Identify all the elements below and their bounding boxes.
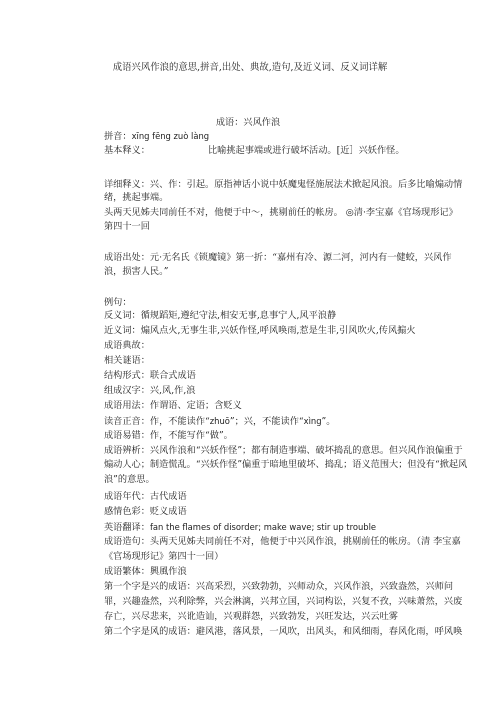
detail-line: 详细释义：兴、作：引起。原指神话小说中妖魔鬼怪施展法术掀起风浪。后多比喻煽动情	[104, 179, 463, 190]
antonym-line: 反义词：循规蹈矩,遵纪守法,相安无事,息事宁人,风平浪静	[104, 310, 337, 321]
detail-line: 绪，挑起事端。	[104, 192, 169, 203]
first-xing-line: 第一个字是兴的成语：兴高采烈，兴致勃勃，兴师动众，兴风作浪，兴致盎然，兴师问	[104, 581, 454, 592]
example-label: 例句：	[104, 297, 132, 308]
chars-line: 组成汉字：兴,风,作,浪	[104, 385, 196, 396]
structure-line: 结构形式：联合式成语	[104, 370, 196, 381]
source-line: 浪，损害人民。”	[104, 266, 169, 277]
english-line	[104, 521, 376, 534]
english-label: 英语翻译：	[104, 522, 150, 533]
analysis-line: 浪”的意思。	[104, 474, 155, 485]
first-xing-line: 罪，兴趣盎然，兴利除弊，兴会淋漓，兴邦立国，兴词构讼，兴复不孜，兴味萧然，兴废	[104, 596, 463, 607]
detail-line: 第四十一回	[104, 221, 150, 232]
source-line: 成语出处：元·无名氏《锁魔镜》第一折：“嘉州有冷、源二河，河内有一健蛟，兴风作	[104, 252, 452, 263]
basic-label: 基本释义：	[104, 145, 150, 156]
pinyin-label: 拼音：	[104, 131, 132, 142]
pinyin-line	[104, 130, 209, 143]
detail-line: 头两天见姊夫同前任不对，他便于中～，挑剔前任的帐房。 ◎清·李宝嘉《官场现形记》	[104, 207, 458, 218]
document-title: 成语兴风作浪的意思,拼音,出处、典故,造句,及近义词、反义词详解	[112, 62, 388, 73]
analysis-line: 煽动人心；制造慌乱。“兴妖作怪”偏重于暗地里破坏、捣乱；语义范围大；但没有“掀起风	[104, 459, 468, 470]
pronunciation-line: 读音正音：作，不能读作“zhuō”；兴，不能读作“xìng”。	[104, 416, 336, 427]
emotion-line: 感情色彩：贬义成语	[104, 506, 187, 517]
english-value: fan the flames of disorder; make wave; stir up trouble	[149, 522, 377, 532]
era-line: 成语年代：古代成语	[104, 491, 187, 502]
riddle-line: 相关谜语：	[104, 355, 150, 366]
synonym-line: 近义词：煽风点火,无事生非,兴妖作怪,呼风唤雨,惹是生非,引风吹火,传风搧火	[104, 325, 416, 336]
basic-definition: 比喻挑起事端或进行破坏活动。[近］兴妖作怪。	[208, 145, 405, 156]
usage-line: 成语用法：作谓语、定语；含贬义	[104, 400, 242, 411]
sentence-line: 《官场现形记》第四十一回）	[104, 551, 224, 562]
story-line: 成语典故：	[104, 340, 150, 351]
sentence-line: 成语造句：头两天见姊夫同前任不对，他便于中兴风作浪，挑剔前任的帐房。（清 李宝嘉	[104, 536, 461, 547]
traditional-line: 成语繁体：興風作浪	[104, 566, 187, 577]
idiom-heading: 成语：兴风作浪	[215, 117, 281, 128]
pinyin-value: xīng fēng zuò làng	[131, 131, 210, 141]
analysis-line: 成语辨析：兴风作浪和“兴妖作怪”；都有制造事端、破坏捣乱的意思。但兴风作浪偏重于	[104, 445, 463, 456]
second-feng-line: 第二个字是风的成语：避风港，落风景，一风吹，出风头，和风细雨，春风化雨，呼风唤	[104, 626, 463, 637]
first-xing-line: 存亡，兴尽悲来，兴讹造讪，兴观群怨，兴致勃发，兴旺发达，兴云吐雾	[104, 611, 398, 622]
mistake-line: 成语易错：作，不能写作“做”。	[104, 430, 233, 441]
